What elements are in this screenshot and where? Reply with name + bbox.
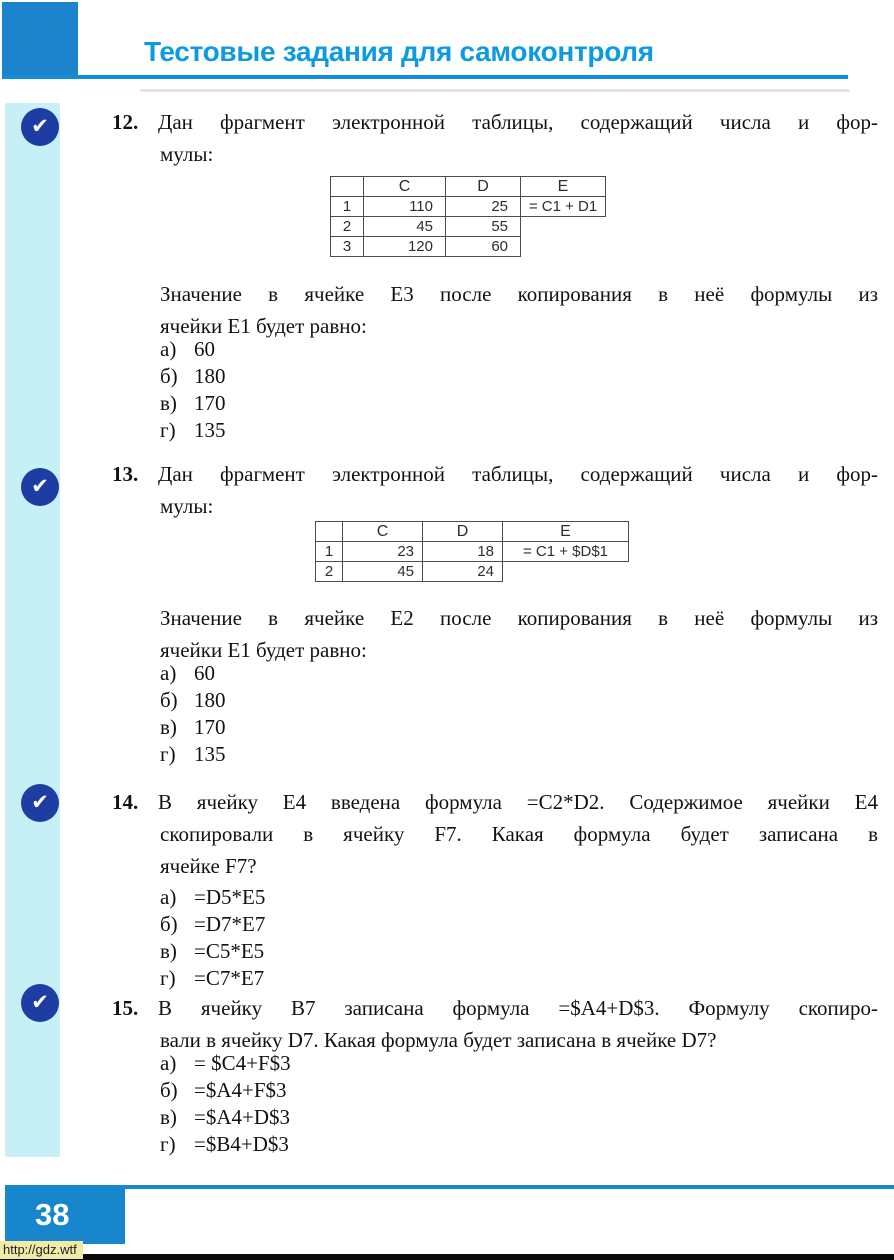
question-15	[112, 992, 878, 1056]
question-number: 14.	[112, 790, 139, 814]
question-13	[112, 458, 878, 522]
question-text-line: 15. В ячейку B7 записана формула =$A4+D$3. Формулу скопиро-	[112, 992, 878, 1024]
column-header: C	[343, 522, 423, 542]
column-header: D	[446, 177, 521, 197]
option-value: =$B4+D$3	[194, 1132, 289, 1156]
header-rule	[2, 75, 848, 79]
cell-value: 45	[364, 217, 446, 237]
option-label: в)	[160, 1105, 177, 1129]
question-text-line: 14. В ячейку Е4 введена формула =C2*D2. Содержимое ячейки Е4	[112, 786, 878, 818]
option-value: 135	[194, 742, 226, 766]
checkmark-icon: ✔	[31, 114, 49, 138]
option-label: б)	[160, 688, 178, 712]
question-13-prompt	[112, 602, 878, 666]
option-label: в)	[160, 715, 177, 739]
corner-header-cell	[331, 177, 364, 197]
question-number: 12.	[112, 110, 139, 134]
answer-option	[160, 417, 226, 444]
table-row	[316, 542, 629, 562]
header-accent-block	[2, 2, 78, 75]
option-value: =D5*E5	[194, 885, 266, 909]
option-value: =$A4+F$3	[194, 1078, 287, 1102]
question-text-line: скопировали в ячейку F7. Какая формула будет записана в	[160, 822, 878, 846]
question-12-options	[160, 336, 226, 444]
row-number-cell: 2	[331, 217, 364, 237]
spreadsheet-table-13	[315, 521, 629, 582]
answer-option	[160, 741, 226, 768]
question-text-line: ячейки Е1 будет равно:	[160, 638, 367, 662]
cell-value: 24	[423, 562, 503, 582]
cell-value: 45	[343, 562, 423, 582]
option-value: =C7*E7	[194, 966, 265, 990]
spreadsheet-table-12	[330, 176, 606, 257]
option-value: 170	[194, 391, 226, 415]
question-text-line: ячейки Е1 будет равно:	[160, 314, 367, 338]
cell-empty	[503, 562, 629, 582]
option-label: б)	[160, 364, 178, 388]
checkmark-badge	[21, 468, 59, 506]
option-value: 135	[194, 418, 226, 442]
row-number-cell: 2	[316, 562, 343, 582]
cell-empty	[521, 217, 606, 237]
question-13-options	[160, 660, 226, 768]
cell-value: 55	[446, 217, 521, 237]
answer-option	[160, 911, 265, 938]
cell-value: 18	[423, 542, 503, 562]
question-number: 15.	[112, 996, 139, 1020]
answer-option	[160, 1104, 291, 1131]
question-text-line: 12. Дан фрагмент электронной таблицы, содержащий числа и фор-	[112, 106, 878, 138]
option-label: а)	[160, 1051, 177, 1075]
page-title: Тестовые задания для самоконтроля	[144, 36, 654, 67]
table-header-row	[316, 522, 629, 542]
row-number-cell: 1	[331, 197, 364, 217]
question-12	[112, 106, 878, 170]
cell-value: 60	[446, 237, 521, 257]
page-number: 38	[35, 1196, 70, 1232]
answer-option	[160, 1077, 291, 1104]
corner-header-cell	[316, 522, 343, 542]
option-value: 60	[194, 661, 215, 685]
cell-value: 23	[343, 542, 423, 562]
question-text-line: Значение в ячейке Е3 после копирования в неё формулы из	[160, 282, 878, 306]
option-value: = $C4+F$3	[194, 1051, 291, 1075]
option-value: =C5*E5	[194, 939, 265, 963]
option-label: г)	[160, 1132, 176, 1156]
option-label: а)	[160, 337, 177, 361]
question-number: 13.	[112, 462, 139, 486]
option-label: в)	[160, 939, 177, 963]
table-row	[331, 237, 606, 257]
cell-value: 110	[364, 197, 446, 217]
answer-option	[160, 938, 265, 965]
option-label: г)	[160, 966, 176, 990]
checkmark-badge	[21, 984, 59, 1022]
question-text-line: Значение в ячейке Е2 после копирования в неё формулы из	[160, 606, 878, 630]
option-value: =D7*E7	[194, 912, 266, 936]
option-label: б)	[160, 1078, 178, 1102]
question-15-options	[160, 1050, 291, 1158]
table-row	[331, 217, 606, 237]
page-number-badge	[5, 1185, 125, 1244]
option-label: г)	[160, 742, 176, 766]
question-text-line: вали в ячейку D7. Какая формула будет записана в ячейке D7?	[160, 1028, 717, 1052]
answer-option	[160, 1131, 291, 1158]
option-value: 180	[194, 688, 226, 712]
answer-option	[160, 336, 226, 363]
option-value: 170	[194, 715, 226, 739]
question-text-line: ячейке F7?	[160, 854, 257, 878]
question-14	[112, 786, 878, 882]
answer-option	[160, 965, 265, 992]
cell-value: 25	[446, 197, 521, 217]
checkmark-badge	[21, 784, 59, 822]
table-header-row	[331, 177, 606, 197]
question-text-line: 13. Дан фрагмент электронной таблицы, содержащий числа и фор-	[112, 458, 878, 490]
column-header: C	[364, 177, 446, 197]
answer-option	[160, 884, 265, 911]
checkmark-icon: ✔	[31, 474, 49, 498]
cell-formula: = C1 + D1	[521, 197, 606, 217]
cell-empty	[521, 237, 606, 257]
answer-option	[160, 1050, 291, 1077]
table-row	[331, 197, 606, 217]
column-header: E	[503, 522, 629, 542]
option-label: в)	[160, 391, 177, 415]
checkmark-badge	[21, 108, 59, 146]
row-number-cell: 3	[331, 237, 364, 257]
answer-option	[160, 714, 226, 741]
answer-option	[160, 687, 226, 714]
option-label: а)	[160, 661, 177, 685]
option-value: 60	[194, 337, 215, 361]
checkmark-icon: ✔	[31, 790, 49, 814]
question-12-prompt	[112, 278, 878, 342]
cell-value: 120	[364, 237, 446, 257]
question-text-line: мулы:	[160, 494, 214, 518]
row-number-cell: 1	[316, 542, 343, 562]
option-value: 180	[194, 364, 226, 388]
answer-option	[160, 363, 226, 390]
cell-formula: = C1 + $D$1	[503, 542, 629, 562]
column-header: D	[423, 522, 503, 542]
checkmark-icon: ✔	[31, 990, 49, 1014]
watermark: http://gdz.wtf	[0, 1241, 83, 1259]
bottom-scan-edge	[0, 1254, 894, 1260]
question-14-options	[160, 884, 265, 992]
question-text-line: мулы:	[160, 142, 214, 166]
answer-option	[160, 660, 226, 687]
option-value: =$A4+D$3	[194, 1105, 291, 1129]
option-label: г)	[160, 418, 176, 442]
column-header: E	[521, 177, 606, 197]
answer-option	[160, 390, 226, 417]
table-row	[316, 562, 629, 582]
option-label: а)	[160, 885, 177, 909]
option-label: б)	[160, 912, 178, 936]
scan-smudge-line	[140, 89, 850, 92]
footer-rule	[125, 1185, 894, 1189]
